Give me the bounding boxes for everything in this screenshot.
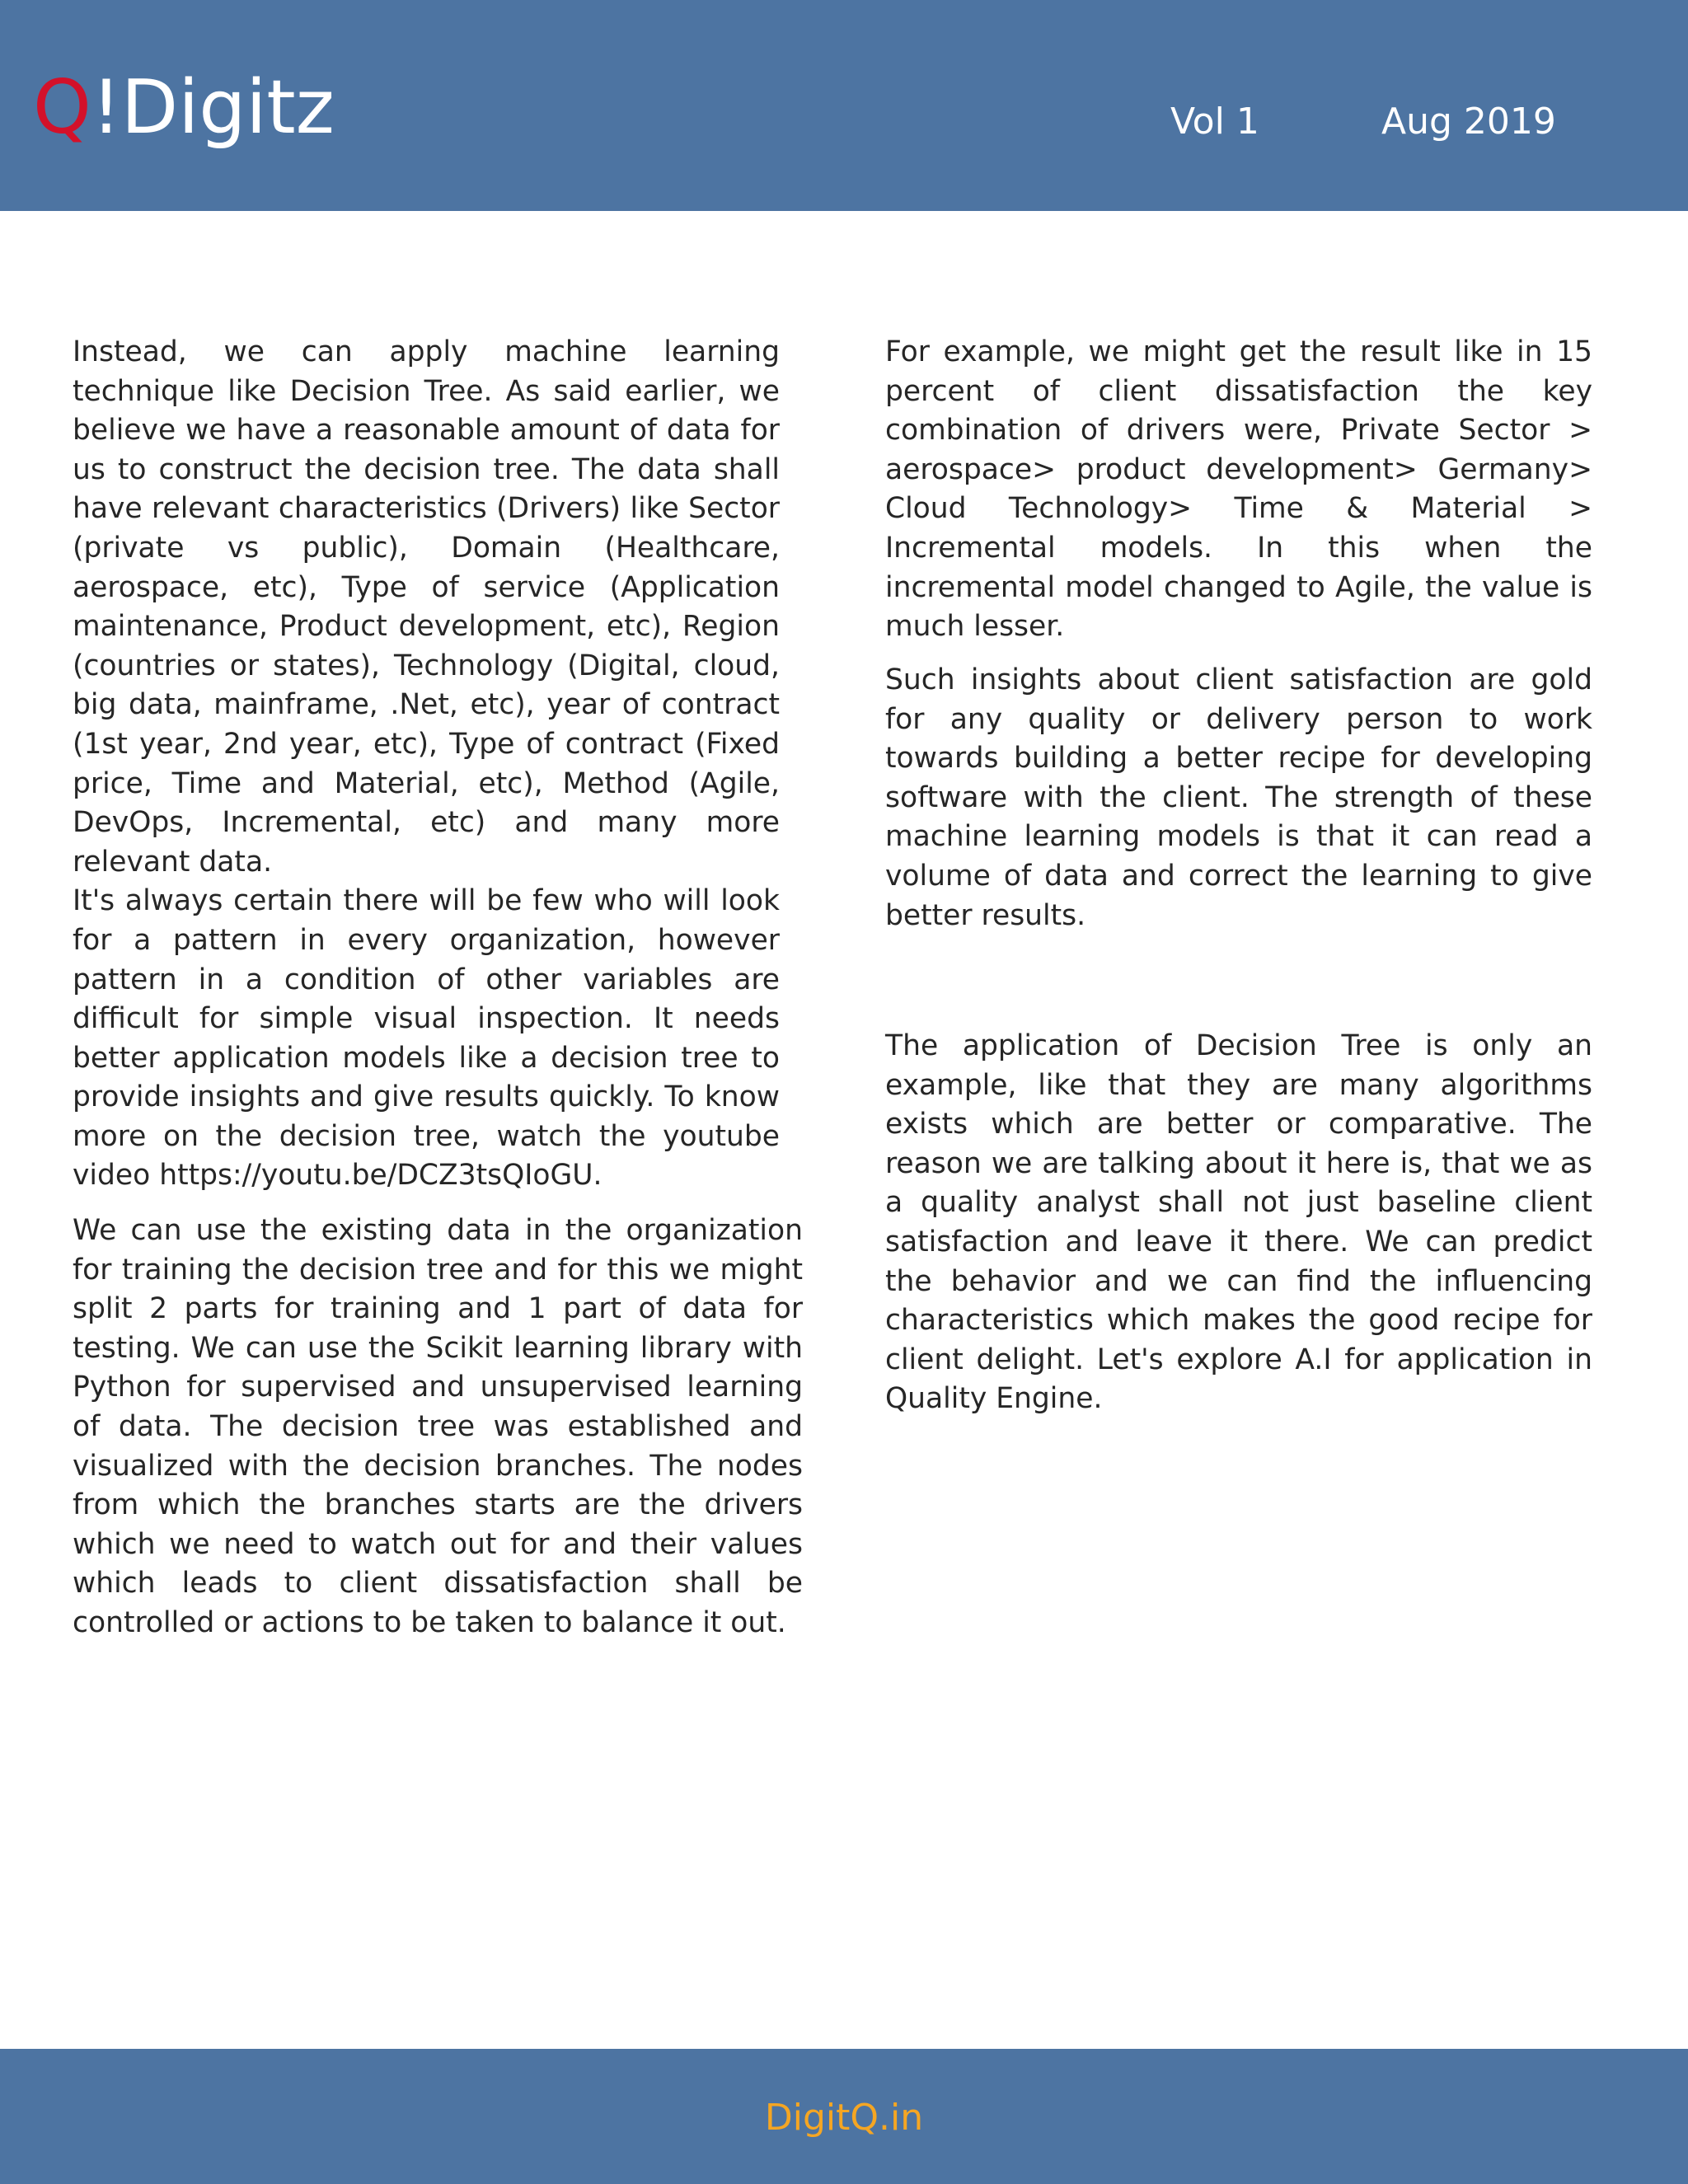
logo-q: Q — [33, 64, 91, 151]
left-column-block-2 — [73, 1212, 803, 1643]
volume-label: Vol 1 — [1170, 101, 1259, 143]
right-column-block-1 — [885, 333, 1592, 647]
page-header — [0, 0, 1688, 211]
paragraph-example-result: For example, we might get the result like in 15 percent of client dissatisfaction the key combination of drivers were, Private Sector > aerospace> product development> Germany> Cloud Technology> Time & Material > Incremental models. In this when the incremental model changed to Agile, the value is much lesser. — [885, 335, 1592, 644]
issue-date: Aug 2019 — [1381, 101, 1556, 143]
logo — [33, 63, 335, 153]
site-link[interactable]: DigitQ.in — [764, 2097, 924, 2139]
paragraph-training-data: We can use the existing data in the organization for training the decision tree and for this we might split 2 parts for training and 1 part of data for testing. We can use the Scikit learning library with Python for supervised and unsupervised learning of data. The decision tree was established and visualized with the decision branches. The nodes from which the branches starts are the drivers which we need to watch out for and their values which leads to client dissatisfaction shall be controlled or actions to be taken to balance it out. — [73, 1214, 803, 1639]
logo-text: !Digitz — [91, 64, 335, 151]
paragraph-decision-tree-intro: Instead, we can apply machine learning technique like Decision Tree. As said earlier, we believe we have a reasonable amount of data for us to construct the decision tree. The data shall have relevant characteristics (Drivers) like Sector (private vs public), Domain (Healthcare, aerospace, etc), Type of service (Application maintenance, Product development, etc), Region (countries or states), Technology (Digital, cloud, big data, mainframe, .Net, etc), year of contract (1st year, 2nd year, etc), Type of contract (Fixed price, Time and Material, etc), Method (Agile, DevOps, Incremental, etc) and many more relevant data. — [73, 335, 780, 879]
right-column-block-3 — [885, 1027, 1592, 1419]
left-column-block-1 — [73, 333, 780, 1196]
right-column-block-2 — [885, 661, 1592, 935]
paragraph-application: The application of Decision Tree is only an example, like that they are many algorithms exists which are better or comparative. The reason we are talking about it here is, that we as a quality analyst shall not just baseline client satisfaction and leave it there. We can predict the behavior and we can find the influencing characteristics which makes the good recipe for client delight. Let's explore A.I for application in Quality Engine. — [885, 1029, 1592, 1416]
paragraph-insights: Such insights about client satisfaction are gold for any quality or delivery person to work towards building a better recipe for developing software with the client. The strength of these machine learning models is that it can read a volume of data and correct the learning to give better results. — [885, 663, 1592, 932]
paragraph-pattern-inspection: It's always certain there will be few who will look for a pattern in every organization, however pattern in a condition of other variables are difficult for simple visual inspection. It needs better application models like a decision tree to provide insights and give results quickly. To know more on the decision tree, watch the youtube video https://youtu.be/DCZ3tsQIoGU. — [73, 884, 780, 1193]
page-footer — [0, 2049, 1688, 2184]
